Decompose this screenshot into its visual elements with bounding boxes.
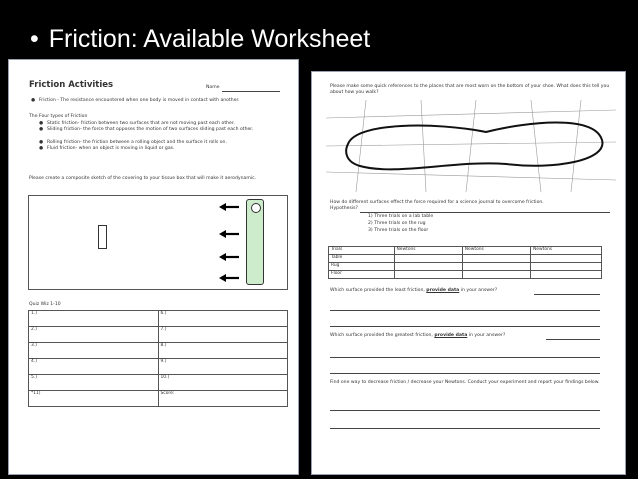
title-text: Friction: Available Worksheet — [48, 25, 371, 53]
types-heading: The Four types of Friction — [29, 114, 88, 119]
table-row-label: Table — [329, 255, 395, 263]
type-rolling: Rolling friction- the friction between a rolling object and the surface it rolls on. — [47, 140, 227, 145]
hypothesis-line — [360, 212, 610, 213]
type-bullet: ● — [39, 146, 44, 151]
surfaces-prompt: How do different surfaces effect the force required for a science journal to overcome friction. — [330, 200, 544, 205]
table-header: Newtons — [394, 247, 462, 255]
greatest-friction-question: Which surface provided the greatest friction, provide data in your answer? — [330, 333, 506, 338]
quiz-cell: 8.) — [158, 343, 288, 359]
table-row-label: Rug — [329, 263, 395, 271]
answer-line — [330, 373, 600, 374]
quiz-cell: 7.) — [158, 327, 288, 343]
quiz-cell: 9.) — [158, 359, 288, 375]
quiz-cell: *11) — [29, 391, 159, 407]
name-line — [222, 91, 280, 92]
answer-line — [330, 326, 600, 327]
left-arrow-icon — [219, 274, 239, 282]
sketch-box — [28, 195, 288, 290]
shoe-sole-sketch — [326, 100, 616, 192]
quiz-cell: 3.) — [29, 343, 159, 359]
answer-line — [546, 339, 600, 340]
type-static: Static friction- friction between two surfaces that are not moving past each other. — [47, 121, 235, 126]
table-header: Newtons — [531, 247, 602, 255]
quiz-heading: Quiz Wiz 1-10 — [29, 302, 61, 307]
quiz-cell: 10.) — [158, 375, 288, 391]
quiz-cell: 6.) — [158, 311, 288, 327]
answer-line — [330, 310, 600, 311]
quiz-cell: 4.) — [29, 359, 159, 375]
answer-line — [330, 357, 600, 358]
aerodynamic-cover-sketch — [246, 199, 264, 285]
circle-mark — [251, 203, 261, 213]
answer-line — [330, 428, 600, 429]
worksheet-heading: Friction Activities — [29, 80, 114, 90]
type-sliding: Sliding friction- the force that opposes the motion of two surfaces sliding past each other. — [47, 127, 254, 132]
name-label: Name — [206, 85, 220, 90]
least-friction-question: Which surface provided the least friction, provide data in your answer? — [330, 288, 498, 293]
sketch-prompt: Please create a composite sketch of the covering to your tissue box that will make it aerodynamic. — [29, 176, 257, 181]
shoe-prompt: Please make some quick references to the places that are most worn on the bottom of your shoe. What does this tell you about how you walk? — [330, 84, 610, 96]
quiz-cell: 2.) — [29, 327, 159, 343]
table-row-label: Floor — [329, 271, 395, 279]
quiz-score-cell: Score: — [158, 391, 288, 407]
trial-item: 2) Three trials on the rug — [368, 221, 426, 226]
left-arrow-icon — [219, 230, 239, 238]
answer-line — [330, 410, 600, 411]
tissue-box-sketch — [98, 225, 107, 249]
quiz-cell: 5.) — [29, 375, 159, 391]
table-header: Trials — [329, 247, 395, 255]
type-bullet: ● — [39, 121, 44, 126]
type-fluid: Fluid friction- when an object is moving in liquid or gas. — [47, 146, 175, 151]
hypothesis-label: Hypothesis? — [330, 206, 358, 211]
answer-line — [534, 294, 600, 295]
left-arrow-icon — [219, 203, 239, 211]
trials-table — [328, 246, 602, 279]
worksheet-page-right — [312, 72, 625, 474]
friction-definition: Friction - The resistance encountered when one body is moved in contact with another. — [39, 98, 240, 103]
title-bullet: • — [30, 25, 39, 53]
trial-item: 3) Three trials on the floor — [368, 228, 429, 233]
type-bullet: ● — [39, 140, 44, 145]
type-bullet: ● — [39, 127, 44, 132]
decrease-friction-prompt: Find one way to decrease friction / decrease your Newtons. Conduct your experiment and report your findings below. — [330, 380, 600, 385]
left-arrow-icon — [219, 253, 239, 261]
table-header: Newtons — [462, 247, 530, 255]
trial-item: 1) Three trials on a lab table — [368, 214, 434, 219]
quiz-cell: 1.) — [29, 311, 159, 327]
worksheet-page-left — [9, 60, 298, 474]
quiz-table — [28, 310, 288, 407]
definition-bullet: ● — [31, 98, 36, 103]
slide-title — [30, 24, 370, 54]
